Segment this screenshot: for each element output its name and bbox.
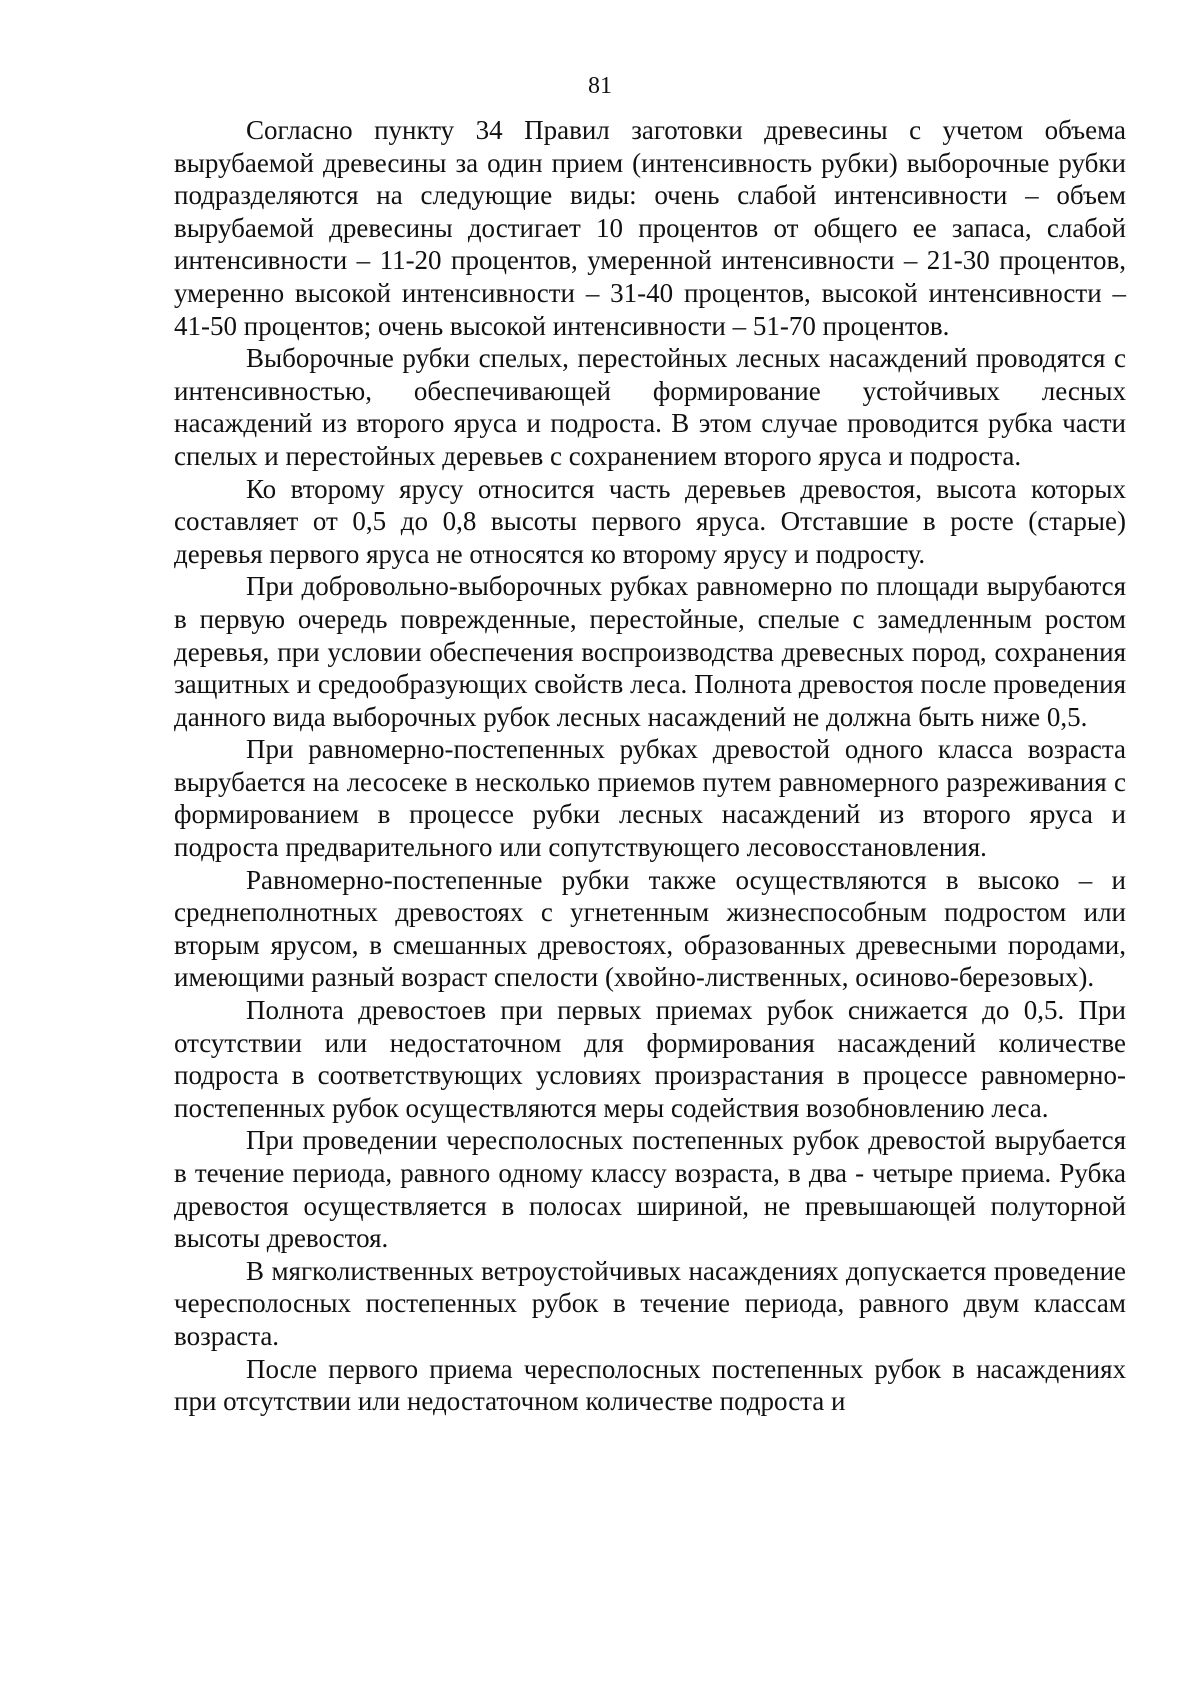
- paragraph: При проведении чересполосных постепенных рубок древостой вырубается в течение периода, равного одному классу возраста, в два - четыре приема. Рубка древостоя осуществляется в полосах шириной, не превышающей полуторной высоты древостоя.: [174, 1125, 1126, 1254]
- paragraph: Равномерно-постепенные рубки также осуществляются в высоко – и среднеполнотных древостоях с угнетенным жизнеспособным подростом или вторым ярусом, в смешанных древостоях, образованных древесными породами, имеющими разный возраст спелости (хвойно-лиственных, осиново-березовых).: [174, 864, 1126, 993]
- paragraph: При добровольно-выборочных рубках равномерно по площади вырубаются в первую очередь поврежденные, перестойные, спелые с замедленным ростом деревья, при условии обеспечения воспроизводства древесных пород, сохранения защитных и средообразующих свойств леса. Полнота древостоя после проведения данного вида выборочных рубок лесных насаждений не должна быть ниже 0,5.: [174, 571, 1126, 732]
- paragraph: Согласно пункту 34 Правил заготовки древесины с учетом объема вырубаемой древесины за один прием (интенсивность рубки) выборочные рубки подразделяются на следующие виды: очень слабой интенсивности – объем вырубаемой древесины достигает 10 процентов от общего ее запаса, слабой интенсивности – 11-20 процентов, умеренной интенсивности – 21-30 процентов, умеренно высокой интенсивности – 31-40 процентов, высокой интенсивности – 41-50 процентов; очень высокой интенсивности – 51-70 процентов.: [174, 115, 1126, 341]
- paragraph: Выборочные рубки спелых, перестойных лесных насаждений проводятся с интенсивностью, обеспечивающей формирование устойчивых лесных насаждений из второго яруса и подроста. В этом случае проводится рубка части спелых и перестойных деревьев с сохранением второго яруса и подроста.: [174, 343, 1126, 471]
- paragraph: Полнота древостоев при первых приемах рубок снижается до 0,5. При отсутствии или недостаточном для формирования насаждений количестве подроста в соответствующих условиях произрастания в процессе равномерно-постепенных рубок осуществляются меры содействия возобновлению леса.: [174, 995, 1126, 1123]
- paragraph: При равномерно-постепенных рубках древостой одного класса возраста вырубается на лесосеке в несколько приемов путем равномерного разреживания с формированием в процессе рубки лесных насаждений из второго яруса и подроста предварительного или сопутствующего лесовосстановления.: [174, 734, 1126, 863]
- document-body: [174, 114, 1126, 1418]
- page-number: 81: [588, 73, 612, 99]
- paragraph: После первого приема чересполосных постепенных рубок в насаждениях при отсутствии или недостаточном количестве подроста и: [174, 1353, 1126, 1417]
- paragraph: Ко второму ярусу относится часть деревьев древостоя, высота которых составляет от 0,5 до 0,8 высоты первого яруса. Отставшие в росте (старые) деревья первого яруса не относятся ко второму ярусу и подросту.: [174, 473, 1126, 569]
- paragraph: В мягколиственных ветроустойчивых насаждениях допускается проведение чересполосных постепенных рубок в течение периода, равного двум классам возраста.: [174, 1255, 1126, 1351]
